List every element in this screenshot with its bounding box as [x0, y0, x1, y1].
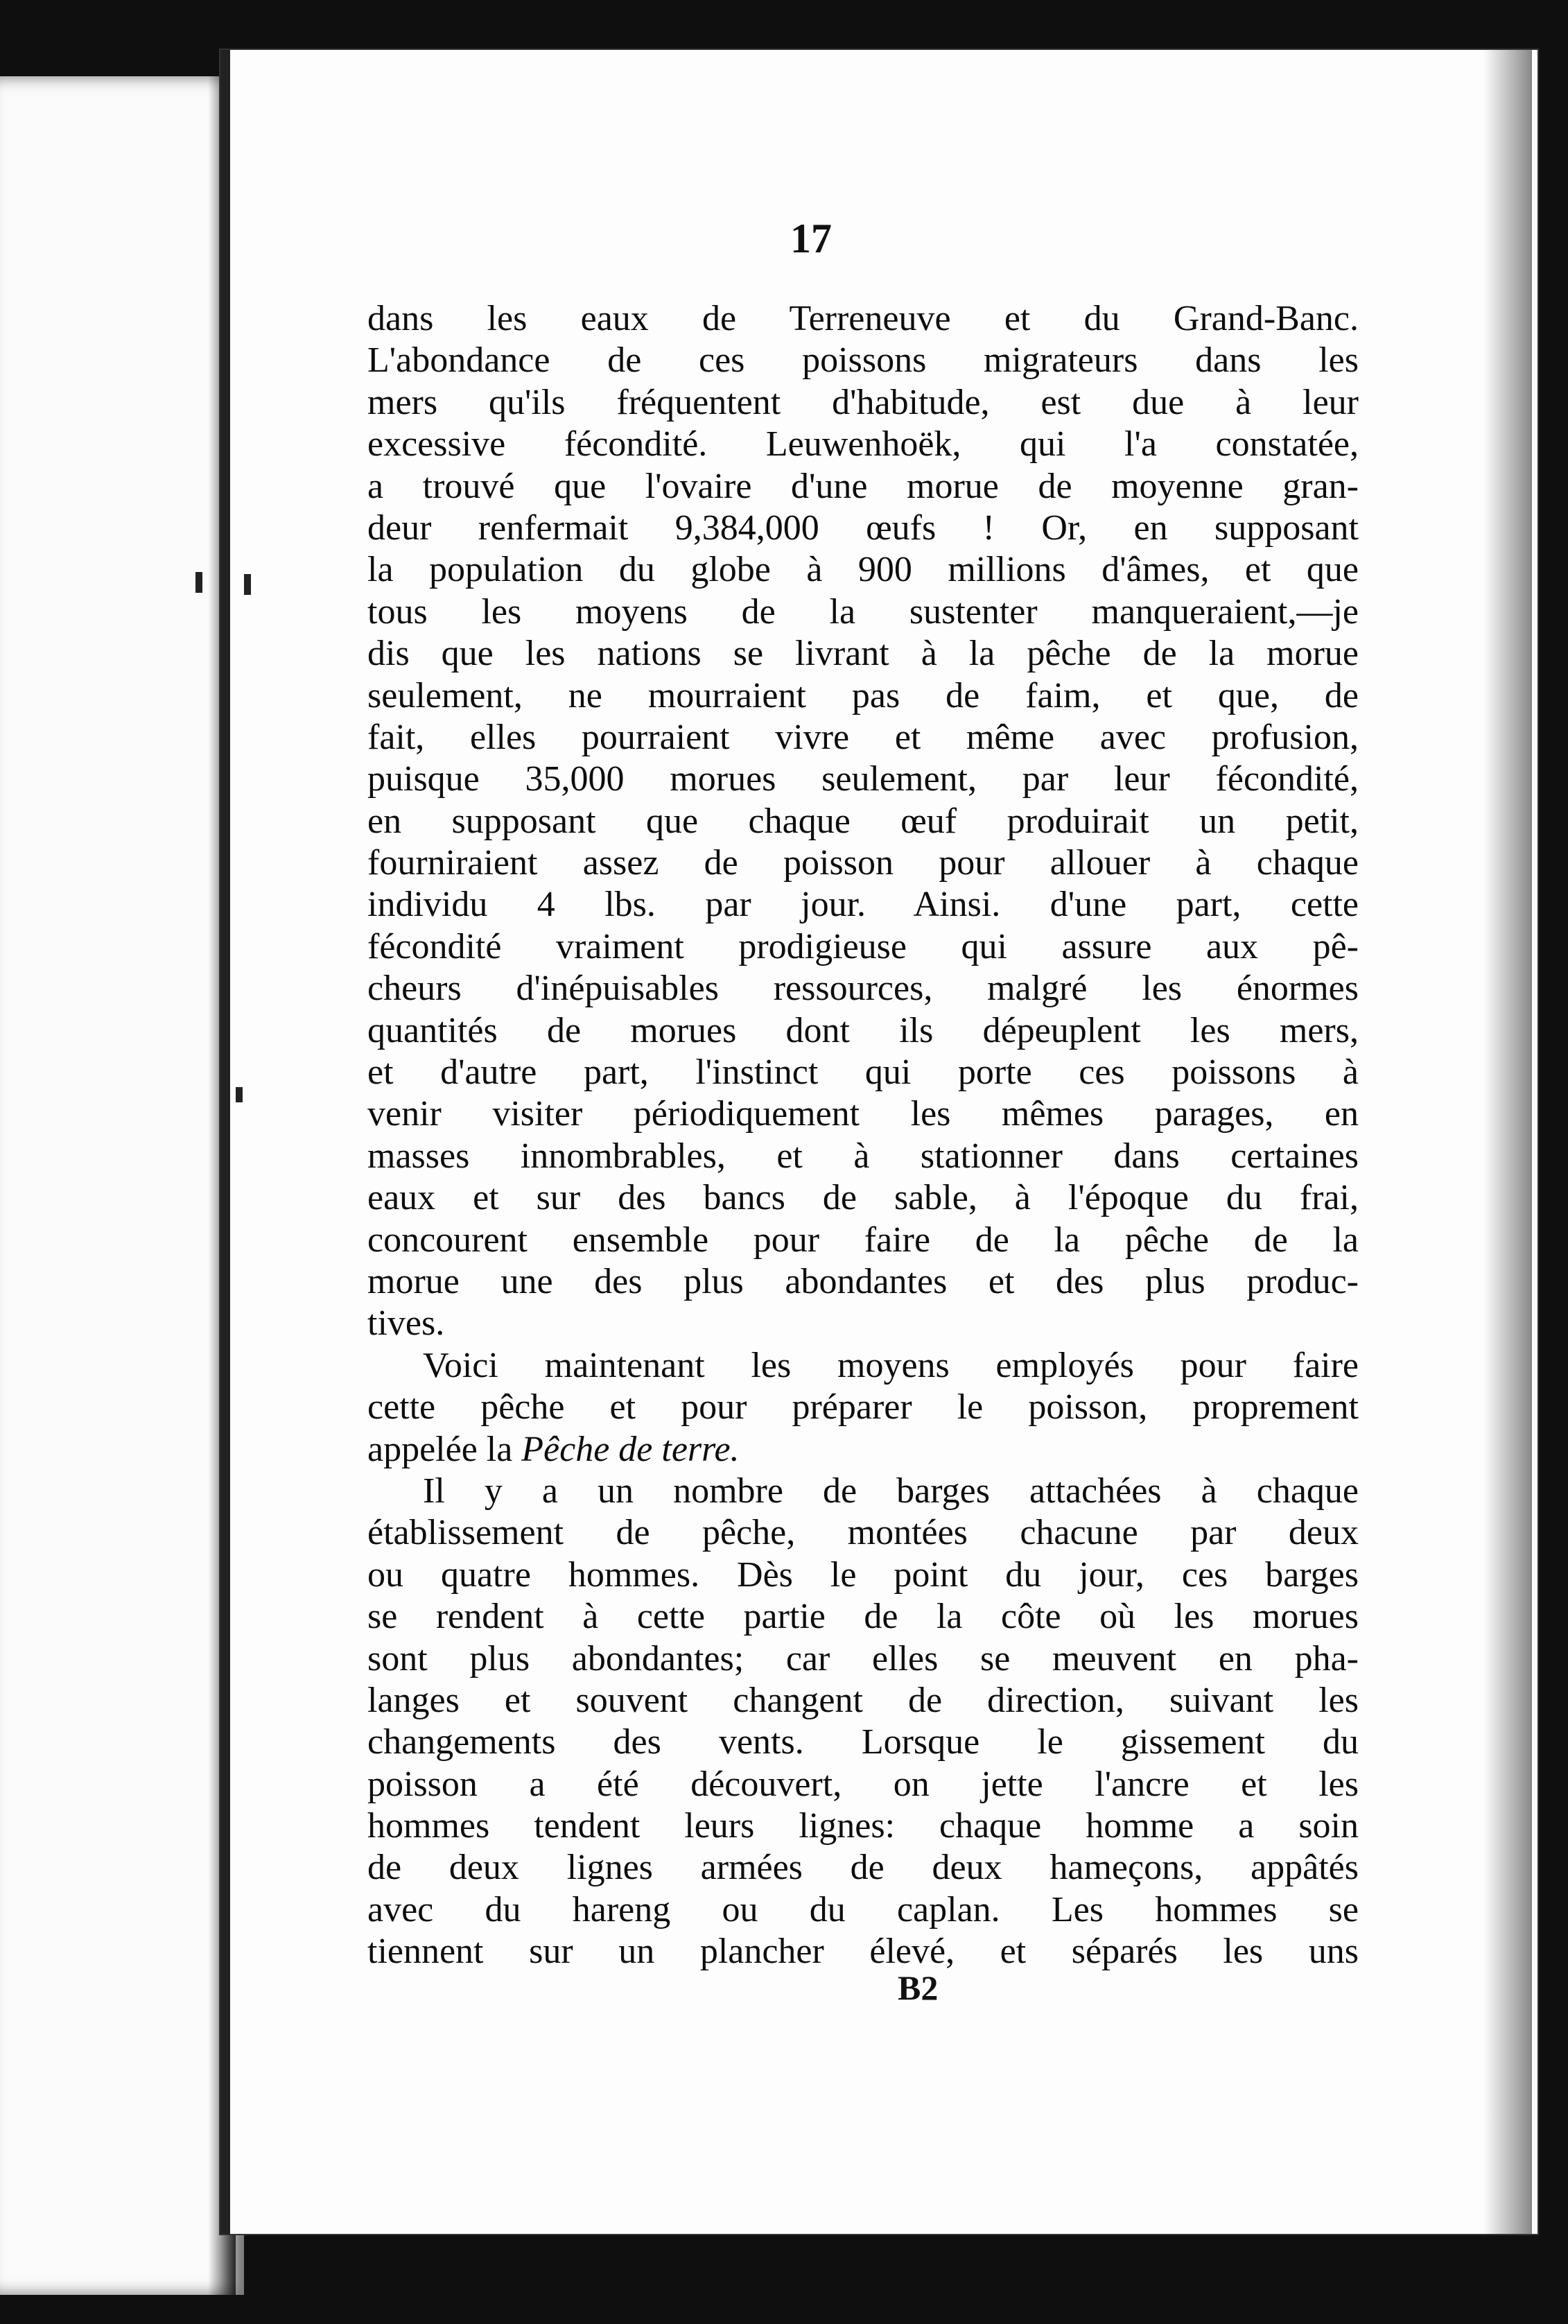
- text-line: concourent ensemble pour faire de la pêche de la: [367, 1220, 1359, 1260]
- text-line: deur renfermait 9,384,000 œufs ! Or, en supposant: [367, 508, 1359, 548]
- text-line: tous les moyens de la sustenter manqueraient,—je: [367, 591, 1359, 632]
- text-line: dans les eaux de Terreneuve et du Grand-Banc.: [367, 299, 1359, 338]
- right-page-edge-shadow: [1483, 50, 1532, 2234]
- text-line: puisque 35,000 morues seulement, par leur fécondité,: [367, 759, 1359, 799]
- text-line: [367, 1429, 1359, 1471]
- text-line: a trouvé que l'ovaire d'une morue de moyenne gran-: [367, 466, 1359, 506]
- text-line: hommes tendent leurs lignes: chaque homme a soin: [367, 1806, 1359, 1846]
- text-line: sont plus abondantes; car elles se meuvent en pha-: [367, 1638, 1359, 1679]
- text-line: morue une des plus abondantes et des plus produc-: [367, 1261, 1359, 1301]
- text-line: langes et souvent changent de direction, suivant les: [367, 1680, 1359, 1720]
- text-line: cheurs d'inépuisables ressources, malgré les énormes: [367, 969, 1359, 1009]
- text-line: excessive fécondité. Leuwenhoëk, qui l'a constatée,: [367, 424, 1359, 465]
- text-line: avec du hareng ou du caplan. Les hommes se: [367, 1889, 1359, 1930]
- text-line: la population du globe à 900 millions d'âmes, et que: [367, 550, 1359, 590]
- text-line: venir visiter périodiquement les mêmes parages, en: [367, 1094, 1359, 1134]
- text-line: fécondité vraiment prodigieuse qui assure aux pê-: [367, 926, 1359, 966]
- body-text: [367, 298, 1359, 1973]
- text-line: dis que les nations se livrant à la pêche de la morue: [367, 634, 1359, 674]
- text-line: Voici maintenant les moyens employés pour faire: [423, 1345, 1359, 1385]
- text-line: cette pêche et pour préparer le poisson, proprement: [367, 1387, 1359, 1428]
- text-line: Il y a un nombre de barges attachées à chaque: [423, 1471, 1359, 1511]
- text-line: et d'autre part, l'instinct qui porte ces poissons à: [367, 1052, 1359, 1093]
- text-line: ou quatre hommes. Dès le point du jour, ces barges: [367, 1554, 1359, 1595]
- margin-mark: [244, 574, 251, 595]
- text-line: fourniraient assez de poisson pour allouer à chaque: [367, 843, 1359, 883]
- text-line: eaux et sur des bancs de sable, à l'époque du frai,: [367, 1178, 1359, 1218]
- text-line: tiennent sur un plancher élevé, et séparés les uns: [367, 1932, 1359, 1972]
- text-line: quantités de morues dont ils dépeuplent les mers,: [367, 1010, 1359, 1050]
- text-line-lead: appelée la: [367, 1429, 522, 1469]
- signature-mark: B2: [898, 1968, 939, 2007]
- text-line: changements des vents. Lorsque le gissement du: [367, 1722, 1359, 1762]
- margin-mark: [236, 1087, 243, 1102]
- text-line: fait, elles pourraient vivre et même avec profusion,: [367, 717, 1359, 757]
- text-line: tives.: [367, 1303, 445, 1344]
- text-line: mers qu'ils fréquentent d'habitude, est due à leur: [367, 382, 1359, 422]
- margin-mark: [195, 572, 202, 593]
- text-line: seulement, ne mourraient pas de faim, et que, de: [367, 675, 1359, 716]
- text-line: établissement de pêche, montées chacune par deux: [367, 1513, 1359, 1553]
- text-line: se rendent à cette partie de la côte où les morues: [367, 1597, 1359, 1637]
- text-line: L'abondance de ces poissons migrateurs dans les: [367, 340, 1359, 381]
- text-line: masses innombrables, et à stationner dans certaines: [367, 1136, 1359, 1176]
- page-number: 17: [790, 216, 832, 261]
- text-line: en supposant que chaque œuf produirait un petit,: [367, 801, 1359, 841]
- text-line: de deux lignes armées de deux hameçons, appâtés: [367, 1848, 1359, 1888]
- text-line: individu 4 lbs. par jour. Ainsi. d'une part, cette: [367, 885, 1359, 925]
- italic-phrase: Pêche de terre.: [521, 1429, 740, 1469]
- text-line: poisson a été découvert, on jette l'ancre et les: [367, 1764, 1359, 1804]
